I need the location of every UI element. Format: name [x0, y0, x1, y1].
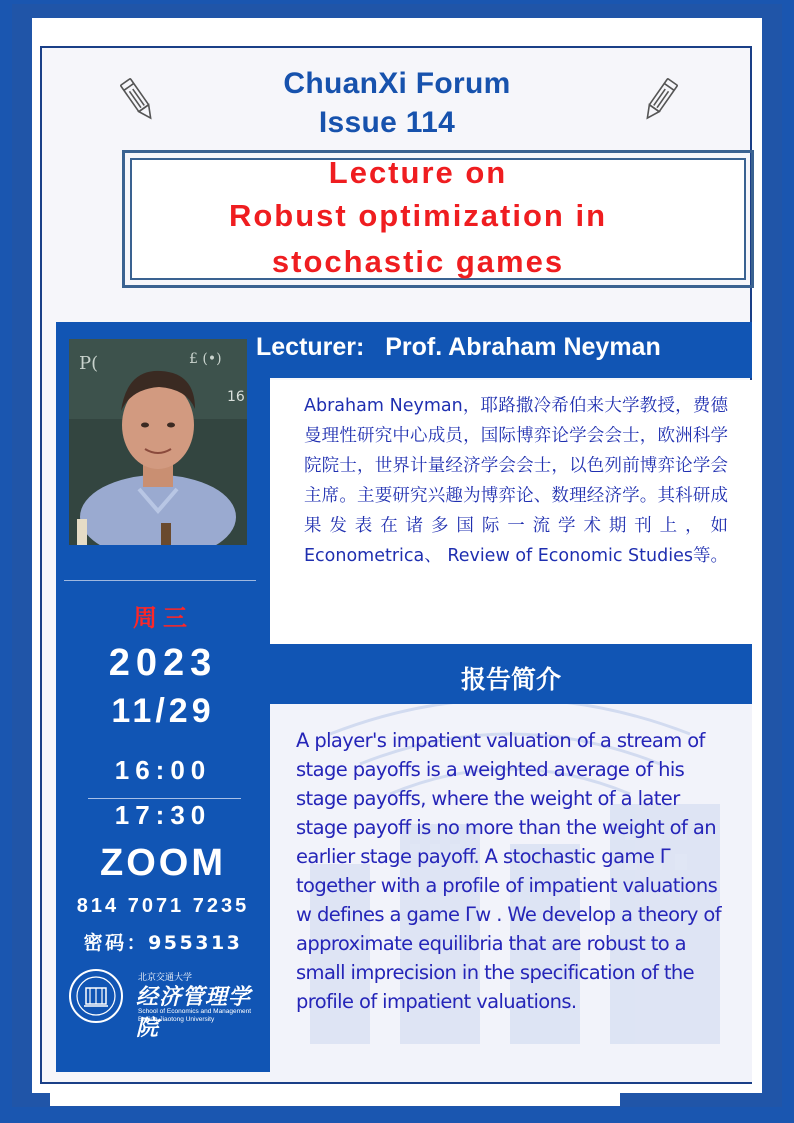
platform-name: ZOOM [100, 842, 226, 884]
logo-english-line-2: Beijing Jiaotong University [138, 1016, 215, 1023]
lecture-title-line-3: stochastic games [271, 244, 565, 279]
lecturer-photo [69, 339, 247, 545]
start-time: 16:00 [114, 755, 212, 785]
bottom-strip [50, 1090, 620, 1106]
meeting-passcode: 密码：955313 [83, 932, 243, 954]
logo-english-line-1: School of Economics and Management [138, 1008, 252, 1015]
svg-text:P(: P( [79, 353, 99, 374]
lecturer-name: Lecturer: Prof. Abraham Neyman [256, 333, 661, 361]
weekday: 周三 [133, 604, 193, 632]
abstract-text: A player's impatient valuation of a stream of stage payoffs is a weighted average of his stage payoffs, where the weight of a later stage payoff is no more than the weight of an earlier stage payoff. A stochastic game Γ together with a profile of impatient valuations w defines a game Γw . We develop a theory of approximate equilibria that are robust to a small imprecision in the specification of the profile of impatient valuations. [296, 729, 721, 1013]
logo-university-name: 北京交通大学 [138, 973, 193, 983]
lecturer-portrait [69, 339, 247, 545]
event-date: 11/29 [111, 692, 215, 730]
svg-text:£ (•): £ (•) [189, 351, 222, 367]
end-time: 17:30 [114, 800, 212, 830]
event-year: 2023 [108, 642, 218, 684]
time-divider [88, 798, 241, 799]
divider [64, 580, 256, 581]
university-seal-icon [68, 968, 124, 1024]
issue-number: Issue 114 [318, 106, 456, 139]
forum-title: ChuanXi Forum [283, 67, 511, 100]
svg-text:16: 16 [227, 389, 245, 405]
lecturer-bio: Abraham Neyman，耶路撒冷希伯来大学教授，费德曼理性研究中心成员，国际博弈论学会会士，欧洲科学院院士，世界计量经济学会会士，以色列前博弈论学会主席。主要研究兴趣为博弈论、数理经济学。其科研成果发表在诸多国际一流学术期刊上，如Econometrica、 Review of Economic Studies等。 [304, 396, 728, 566]
lecture-title-line-2: Robust optimization in [228, 198, 608, 233]
school-logo [68, 966, 268, 1041]
meeting-id: 814 7071 7235 [76, 895, 250, 917]
lecture-title-line-1: Lecture on [328, 155, 508, 190]
summary-title: 报告简介 [460, 665, 561, 694]
logo-school-name: 经济管理学院 [136, 984, 252, 1041]
